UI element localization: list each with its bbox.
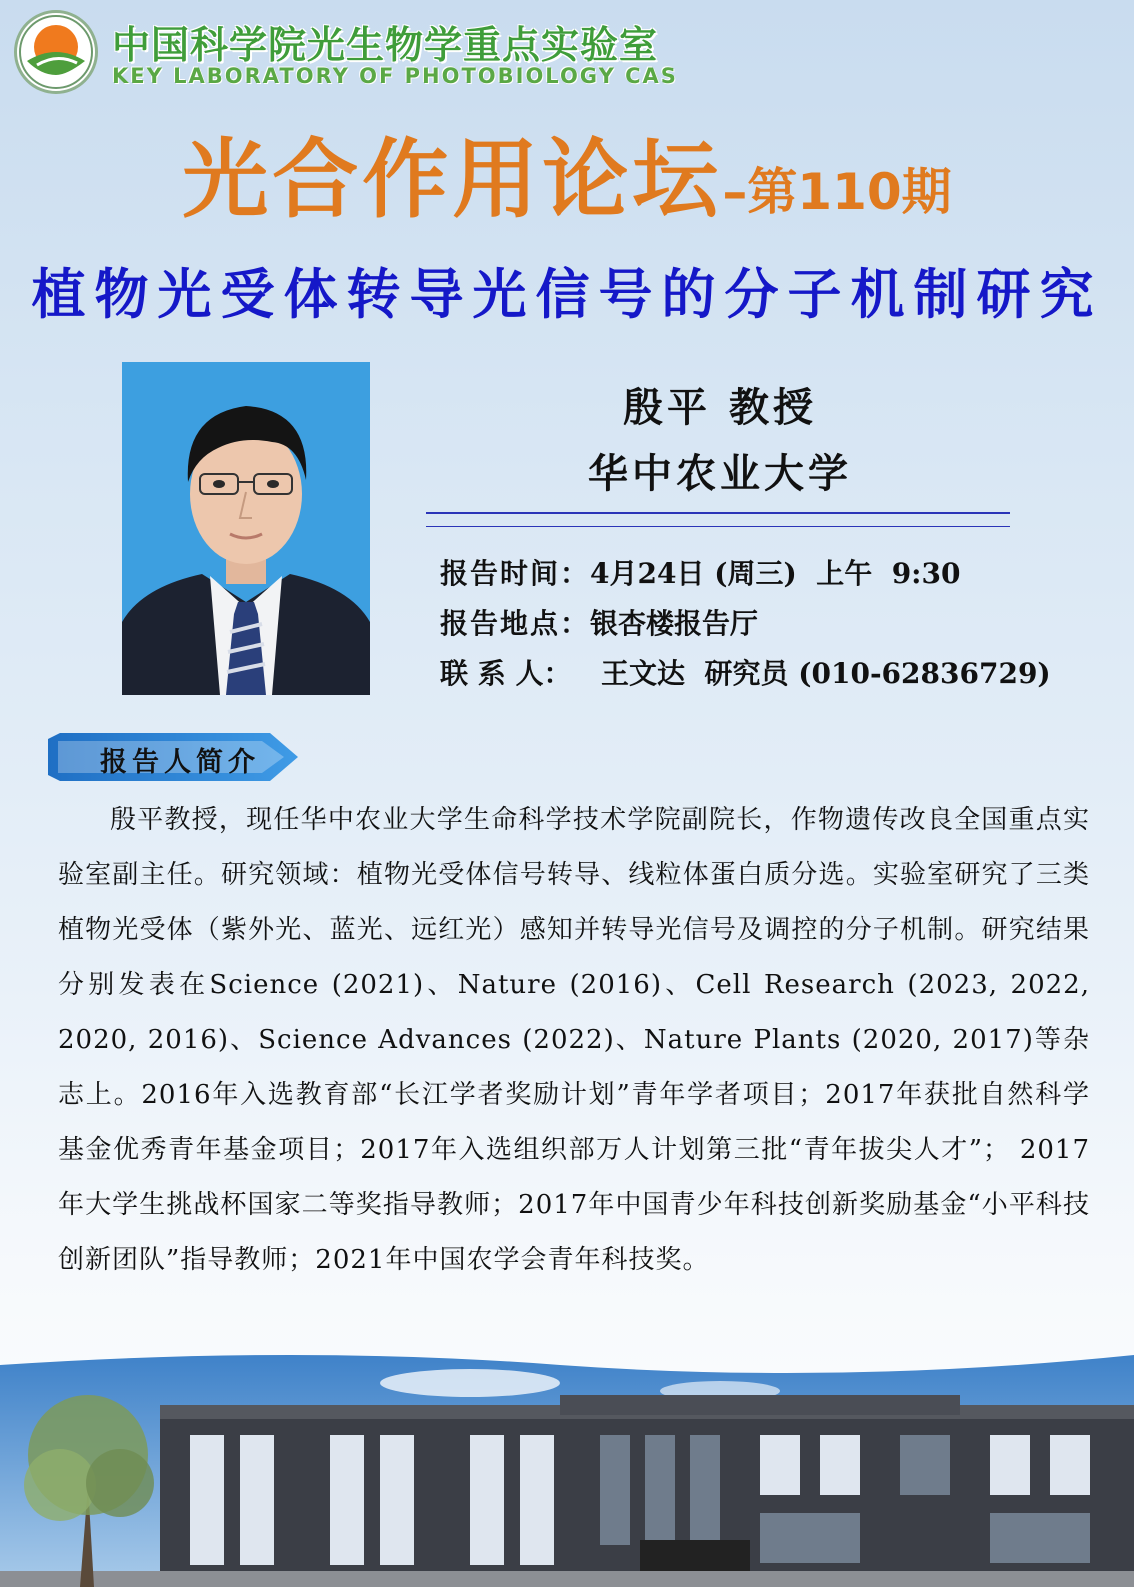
forum-issue: –第110期 (722, 163, 952, 221)
lab-logo-icon (17, 13, 95, 91)
place-label: 报告地点： (440, 607, 591, 640)
bio-paragraph: 殷平教授，现任华中农业大学生命科学技术学院副院长，作物遗传改良全国重点实验室副主任。研究领域：植物光受体信号转导、线粒体蛋白质分选。实验室研究了三类植物光受体（紫外光、蓝光、远红光）感知并转导光信号及调控的分子机制。研究结果分别发表在Science (2021)、Nature (2016)、Cell Research (2023, 2022, 2020, 2016)、Science Advances (2022)、Nature Plants (2020, 2017)等杂志上。2016年入选教育部“长江学者奖励计划”青年学者项目；2017年获批自然科学基金优秀青年基金项目；2017年入选组织部万人计划第三批“青年拔尖人才”； 2017年大学生挑战杯国家二等奖指导教师；2017年中国青少年科技创新奖励基金“小平科技创新团队”指导教师；2021年中国农学会青年科技奖。 (58, 805, 1090, 1275)
place-value: 银杏楼报告厅 (590, 607, 759, 640)
divider-line (426, 526, 1010, 527)
speaker-portrait-icon (122, 362, 370, 695)
bio-heading: 报告人简介 (100, 747, 260, 778)
forum-title-main: 光合作用论坛 (182, 129, 723, 230)
speaker-photo (122, 362, 370, 695)
contact-value: 王文达 研究员 (010-62836729) (601, 657, 1051, 690)
talk-title: 植物光受体转导光信号的分子机制研究 (31, 262, 1103, 326)
info-contact-row (440, 652, 1051, 692)
contact-label: 联 系 人： (440, 657, 572, 690)
lab-name-en: KEY LABORATORY OF PHOTOBIOLOGY CAS (112, 64, 678, 88)
speaker-affiliation: 华中农业大学 (588, 450, 852, 497)
building-photo-icon (0, 1335, 1134, 1587)
lab-name-cn: 中国科学院光生物学重点实验室 (112, 23, 659, 67)
time-label: 报告时间： (440, 557, 591, 590)
info-time-row (440, 552, 960, 592)
time-value: 4月24日 (周三) 上午 9:30 (590, 557, 961, 590)
info-place-row (440, 602, 758, 642)
speaker-name: 殷平 教授 (623, 384, 817, 431)
divider-line (426, 512, 1010, 514)
lab-logo (14, 10, 98, 94)
forum-title (0, 110, 1134, 234)
